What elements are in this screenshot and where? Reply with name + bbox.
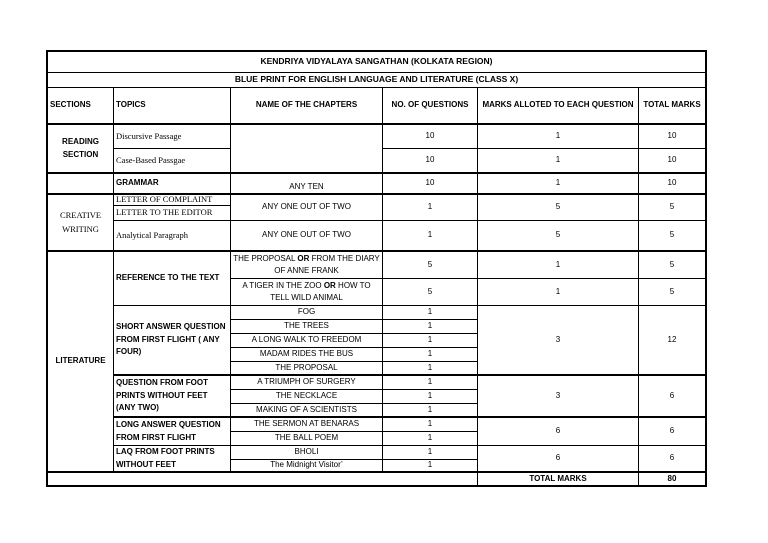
marks-cell: 3 <box>477 375 639 418</box>
section-creative-writing: CREATIVE WRITING <box>46 193 114 252</box>
topic-reference: REFERENCE TO THE TEXT <box>113 251 231 306</box>
chapters-reading-blank <box>230 123 383 174</box>
questions-cell: 1 <box>382 417 478 432</box>
questions-cell: 1 <box>382 459 478 473</box>
topic-discursive: Discursive Passage <box>113 123 231 149</box>
col-questions: NO. OF QUESTIONS <box>382 87 478 124</box>
topic-analytical-paragraph: Analytical Paragraph <box>113 220 231 252</box>
chapter-cell: A LONG WALK TO FREEDOM <box>230 333 383 348</box>
questions-cell: 5 <box>382 251 478 279</box>
blueprint-table <box>46 50 707 487</box>
questions-cell: 1 <box>382 375 478 390</box>
chapter-grammar: ANY TEN <box>230 173 383 194</box>
chapter-cell: A TRIUMPH OF SURGERY <box>230 375 383 390</box>
org-title: KENDRIYA VIDYALAYA SANGATHAN (KOLKATA REGION) <box>46 50 707 73</box>
section-grammar-blank <box>46 173 114 194</box>
questions-cell: 10 <box>382 123 478 149</box>
questions-cell: 1 <box>382 319 478 334</box>
col-topics: TOPICS <box>113 87 231 124</box>
questions-cell: 1 <box>382 361 478 376</box>
chapter-cell: THE TREES <box>230 319 383 334</box>
questions-cell: 1 <box>382 305 478 320</box>
questions-cell: 10 <box>382 148 478 174</box>
questions-cell: 1 <box>382 193 478 221</box>
topic-short-answer: SHORT ANSWER QUESTION FROM FIRST FLIGHT ( ANY FOUR) <box>113 305 231 376</box>
chapter-cell: THE NECKLACE <box>230 389 383 404</box>
blueprint-subtitle: BLUE PRINT FOR ENGLISH LANGUAGE AND LITERATURE (CLASS X) <box>46 72 707 88</box>
topic-grammar: GRAMMAR <box>113 173 231 194</box>
chapter-cell: THE PROPOSAL <box>230 361 383 376</box>
questions-cell: 1 <box>382 389 478 404</box>
total-marks-value: 80 <box>638 472 707 487</box>
marks-cell: 1 <box>477 251 639 279</box>
section-literature: LITERATURE <box>46 251 114 473</box>
total-cell: 6 <box>638 375 707 418</box>
marks-cell: 1 <box>477 123 639 149</box>
marks-cell: 1 <box>477 173 639 194</box>
chapter-paragraph: ANY ONE OUT OF TWO <box>230 220 383 252</box>
chapter-cell: THE BALL POEM <box>230 431 383 446</box>
marks-cell: 1 <box>477 148 639 174</box>
questions-cell: 1 <box>382 403 478 418</box>
total-cell: 12 <box>638 305 707 376</box>
chapter-reference-2: A TIGER IN THE ZOO OR HOW TO TELL WILD ANIMAL <box>230 278 383 306</box>
col-total: TOTAL MARKS <box>638 87 707 124</box>
total-cell: 6 <box>638 445 707 473</box>
topic-long-answer: LONG ANSWER QUESTION FROM FIRST FLIGHT <box>113 417 231 446</box>
section-reading: READING SECTION <box>46 123 114 174</box>
chapter-cell: MADAM RIDES THE BUS <box>230 347 383 362</box>
questions-cell: 10 <box>382 173 478 194</box>
total-cell: 10 <box>638 148 707 174</box>
footer-blank <box>46 472 478 487</box>
questions-cell: 1 <box>382 431 478 446</box>
total-cell: 10 <box>638 173 707 194</box>
topic-footprints: QUESTION FROM FOOT PRINTS WITHOUT FEET (ANY TWO) <box>113 375 231 418</box>
marks-cell: 5 <box>477 220 639 252</box>
col-chapters: NAME OF THE CHAPTERS <box>230 87 383 124</box>
questions-cell: 1 <box>382 220 478 252</box>
marks-cell: 6 <box>477 445 639 473</box>
total-cell: 5 <box>638 278 707 306</box>
total-cell: 5 <box>638 251 707 279</box>
chapter-cell: MAKING OF A SCIENTISTS <box>230 403 383 418</box>
marks-cell: 5 <box>477 193 639 221</box>
topic-letter-complaint: LETTER OF COMPLAINT <box>113 193 231 206</box>
chapter-cell: BHOLI <box>230 445 383 460</box>
total-cell: 6 <box>638 417 707 446</box>
col-marks-each: MARKS ALLOTED TO EACH QUESTION <box>477 87 639 124</box>
total-cell: 5 <box>638 220 707 252</box>
chapter-letters: ANY ONE OUT OF TWO <box>230 193 383 221</box>
chapter-cell: The Midnight Visitor’ <box>230 459 383 473</box>
chapter-cell: FOG <box>230 305 383 320</box>
questions-cell: 1 <box>382 347 478 362</box>
questions-cell: 1 <box>382 445 478 460</box>
questions-cell: 1 <box>382 333 478 348</box>
total-cell: 5 <box>638 193 707 221</box>
topic-letter-editor: LETTER TO THE EDITOR <box>113 205 231 221</box>
topic-laq: LAQ FROM FOOT PRINTS WITHOUT FEET <box>113 445 231 473</box>
marks-cell: 3 <box>477 305 639 376</box>
col-sections: SECTIONS <box>46 87 114 124</box>
total-cell: 10 <box>638 123 707 149</box>
marks-cell: 6 <box>477 417 639 446</box>
chapter-reference-1: THE PROPOSAL OR FROM THE DIARY OF ANNE FRANK <box>230 251 383 279</box>
topic-case-based: Case-Based Passgae <box>113 148 231 174</box>
questions-cell: 5 <box>382 278 478 306</box>
total-marks-label: TOTAL MARKS <box>477 472 639 487</box>
marks-cell: 1 <box>477 278 639 306</box>
chapter-cell: THE SERMON AT BENARAS <box>230 417 383 432</box>
